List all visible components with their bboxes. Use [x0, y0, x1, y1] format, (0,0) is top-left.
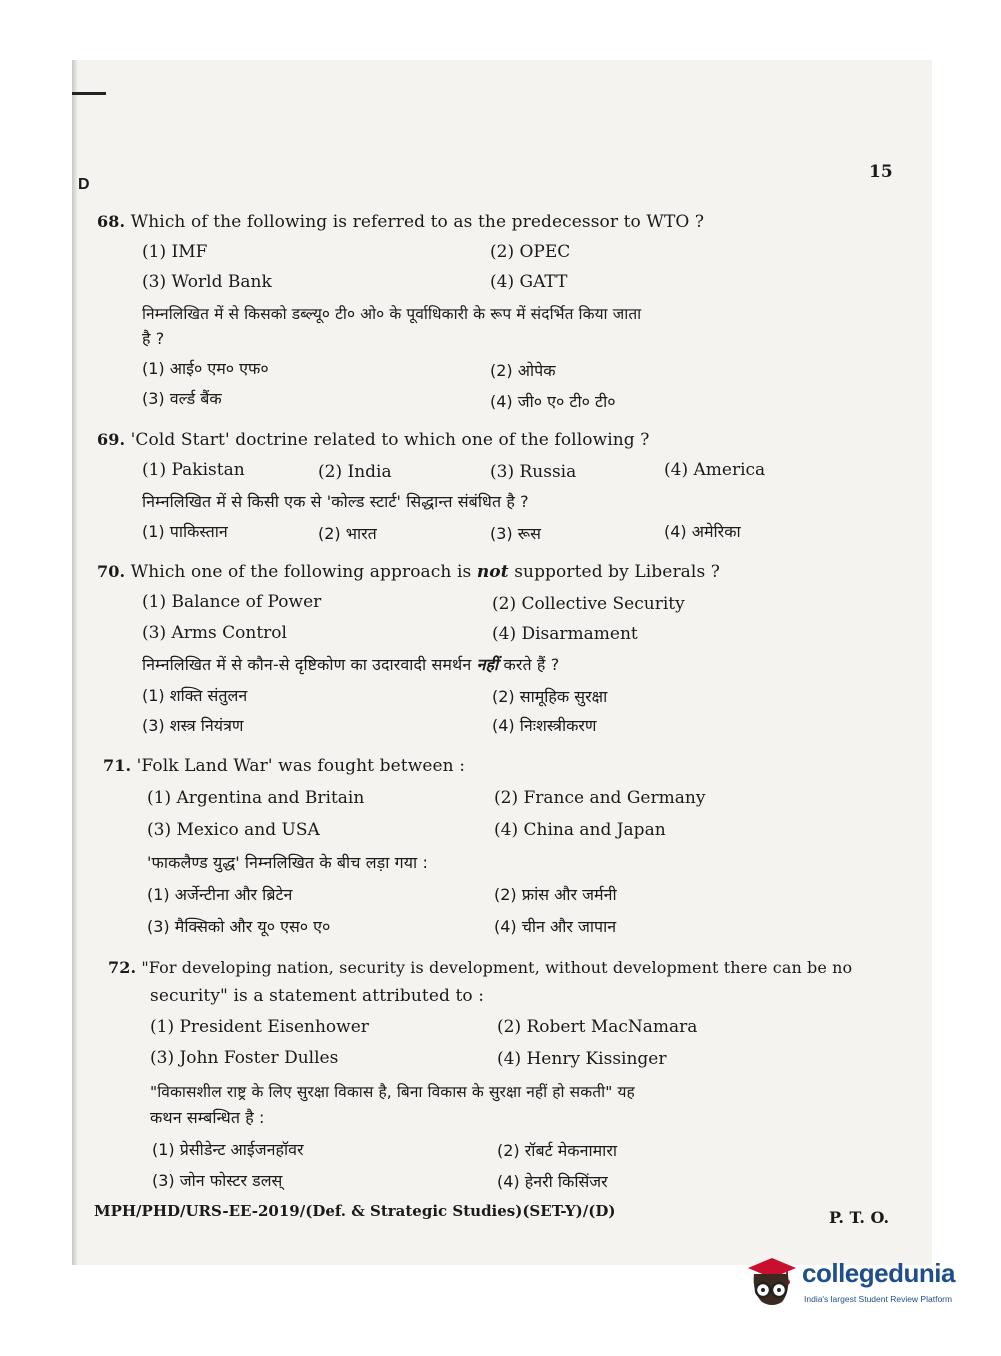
- question-text: 'Cold Start' doctrine related to which one of the following ?: [130, 430, 650, 450]
- option-en-2: (2) India: [318, 462, 392, 482]
- option-hi-3: (3) मैक्सिको और यू० एस० ए०: [147, 917, 331, 936]
- question-text: निम्नलिखित में से कौन-से दृष्टिकोण का उदारवादी समर्थन: [142, 655, 472, 674]
- option-hi-3: (3) रूस: [490, 524, 541, 543]
- question-text: Which of the following is referred to as the predecessor to WTO ?: [130, 212, 705, 232]
- option-en-4: (4) GATT: [490, 272, 568, 292]
- set-letter: D: [78, 176, 90, 193]
- question-number: 71.: [103, 756, 132, 775]
- question-text-en: [97, 430, 650, 450]
- question-text-end: करते हैं ?: [503, 655, 560, 674]
- option-en-1: (1) Balance of Power: [142, 592, 322, 612]
- question-emphasis: not: [476, 562, 509, 582]
- question-text-en: [97, 212, 704, 232]
- option-en-2: (2) Collective Security: [492, 594, 685, 614]
- brand-name: collegedunia: [802, 1258, 955, 1288]
- page-edge-shadow: [72, 60, 78, 1265]
- question-number: 68.: [97, 212, 126, 231]
- question-text: Which one of the following approach is: [130, 562, 472, 582]
- option-hi-4: (4) अमेरिका: [664, 522, 741, 541]
- page-number: 15: [869, 162, 893, 182]
- question-emphasis: नहीं: [476, 655, 499, 674]
- paper-code: MPH/PHD/URS-EE-2019/(Def. & Strategic Studies)(SET-Y)/(D): [94, 1202, 616, 1220]
- option-hi-4: (4) निःशस्त्रीकरण: [492, 716, 597, 735]
- question-text-end: supported by Liberals ?: [514, 562, 720, 582]
- option-hi-4: (4) हेनरी किसिंजर: [497, 1172, 608, 1191]
- question-text-hi: [142, 653, 559, 675]
- question-text-hi: निम्नलिखित में से किसको डब्ल्यू० टी० ओ० के पूर्वाधिकारी के रूप में संदर्भित किया जाता: [142, 305, 642, 323]
- option-hi-3: (3) वर्ल्ड बैंक: [142, 389, 222, 408]
- option-hi-1: (1) प्रेसीडेन्ट आईजनहॉवर: [152, 1140, 304, 1159]
- option-hi-1: (1) शक्ति संतुलन: [142, 686, 248, 705]
- question-number: 69.: [97, 430, 126, 449]
- option-en-2: (2) Robert MacNamara: [497, 1017, 698, 1037]
- question-text-en: [103, 756, 465, 776]
- brand-tagline: India's largest Student Review Platform: [804, 1294, 953, 1304]
- option-hi-3: (3) जोन फोस्टर डलस्: [152, 1171, 283, 1190]
- question-text: "For developing nation, security is development, without development there can be no: [141, 958, 853, 977]
- option-en-3: (3) Mexico and USA: [147, 820, 320, 840]
- question-number: 70.: [97, 562, 126, 581]
- question-text-en: [108, 958, 852, 977]
- option-en-1: (1) President Eisenhower: [150, 1017, 369, 1037]
- option-hi-1: (1) आई० एम० एफ०: [142, 359, 269, 378]
- question-text: 'Folk Land War' was fought between :: [136, 756, 466, 776]
- option-en-1: (1) Pakistan: [142, 460, 245, 480]
- option-hi-2: (2) फ्रांस और जर्मनी: [494, 885, 617, 904]
- option-hi-1: (1) अर्जेन्टीना और ब्रिटेन: [147, 885, 293, 904]
- question-text-hi: निम्नलिखित में से किसी एक से 'कोल्ड स्टार्ट' सिद्धान्त संबंधित है ?: [142, 492, 529, 511]
- option-hi-2: (2) भारत: [318, 524, 377, 543]
- option-en-4: (4) Disarmament: [492, 624, 638, 644]
- option-hi-2: (2) सामूहिक सुरक्षा: [492, 687, 608, 706]
- option-en-4: (4) China and Japan: [494, 820, 666, 840]
- option-hi-3: (3) शस्त्र नियंत्रण: [142, 716, 244, 735]
- question-text-hi-cont: कथन सम्बन्धित है :: [150, 1108, 265, 1127]
- option-hi-4: (4) जी० ए० टी० टी०: [490, 392, 616, 411]
- question-text-en-cont: security" is a statement attributed to :: [150, 986, 485, 1006]
- question-text-hi: 'फाकलैण्ड युद्ध' निम्नलिखित के बीच लड़ा गया :: [147, 853, 428, 872]
- graduate-mascot-icon: [742, 1252, 800, 1312]
- option-en-2: (2) OPEC: [490, 242, 571, 262]
- pto-label: P. T. O.: [829, 1208, 890, 1227]
- option-en-1: (1) Argentina and Britain: [147, 788, 365, 808]
- question-text-en: [97, 562, 720, 582]
- question-text-hi: "विकासशील राष्ट्र के लिए सुरक्षा विकास है, बिना विकास के सुरक्षा नहीं हो सकती" यह: [150, 1083, 635, 1101]
- option-en-3: (3) Arms Control: [142, 623, 287, 643]
- option-en-4: (4) America: [664, 460, 766, 480]
- option-hi-2: (2) रॉबर्ट मेकनामारा: [497, 1141, 618, 1160]
- option-en-4: (4) Henry Kissinger: [497, 1049, 667, 1069]
- question-text-hi-cont: है ?: [142, 329, 165, 348]
- option-en-3: (3) John Foster Dulles: [150, 1048, 339, 1068]
- option-hi-4: (4) चीन और जापान: [494, 917, 617, 936]
- option-hi-2: (2) ओपेक: [490, 361, 556, 380]
- option-en-2: (2) France and Germany: [494, 788, 706, 808]
- question-number: 72.: [108, 958, 137, 977]
- option-en-3: (3) Russia: [490, 462, 577, 482]
- top-margin-mark: [72, 92, 106, 95]
- collegedunia-watermark: [742, 1252, 972, 1316]
- option-en-1: (1) IMF: [142, 242, 208, 262]
- option-en-3: (3) World Bank: [142, 272, 272, 292]
- option-hi-1: (1) पाकिस्तान: [142, 522, 228, 541]
